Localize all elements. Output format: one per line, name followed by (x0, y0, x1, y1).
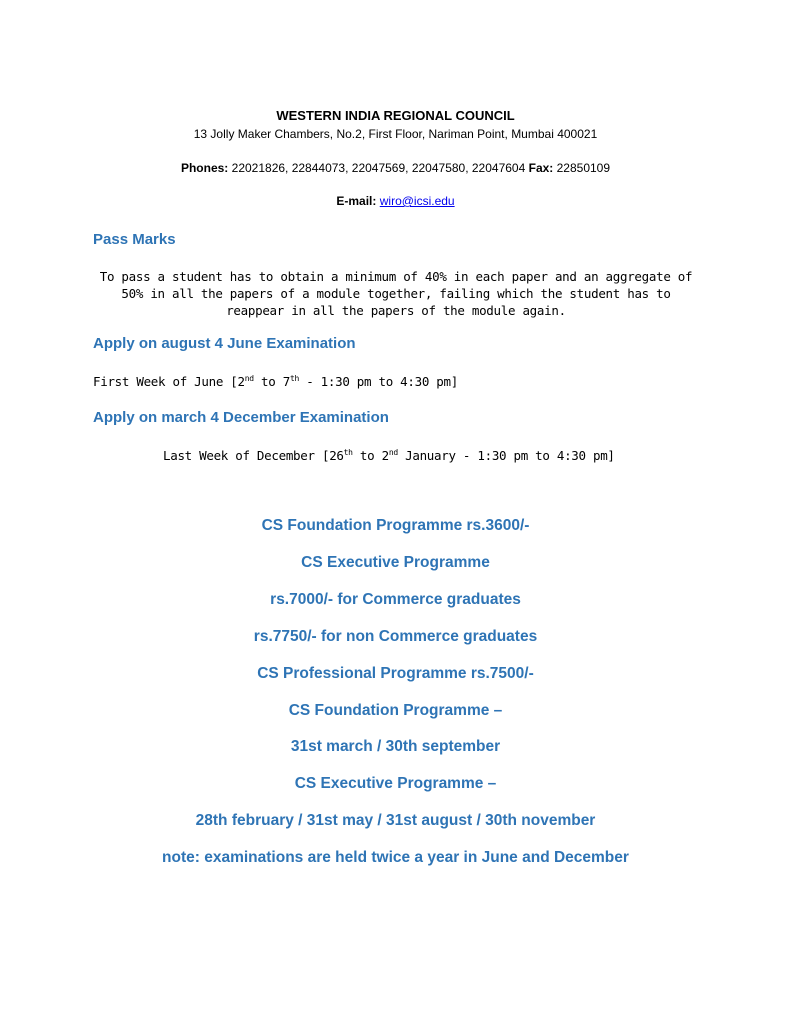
programme-line: CS Foundation Programme – (288, 702, 503, 719)
june-schedule-part: First Week of June [2 (93, 374, 245, 389)
programme-line: CS Professional Programme rs.7500/- (257, 665, 534, 682)
programme-line: CS Executive Programme – (294, 775, 497, 792)
fax-value: 22850109 (553, 161, 611, 175)
programme-line: CS Foundation Programme rs.3600/- (261, 517, 530, 534)
contact-email-line (0, 194, 791, 208)
december-schedule-part: Last Week of December [26 (163, 448, 344, 463)
programme-line: 28th february / 31st may / 31st august / 30th november (195, 812, 596, 829)
council-address: 13 Jolly Maker Chambers, No.2, First Floor, Nariman Point, Mumbai 400021 (193, 127, 598, 141)
june-sup: nd (244, 373, 254, 383)
december-schedule-part: to 2 (352, 448, 389, 463)
exam-note: note: examinations are held twice a year in June and December (162, 849, 629, 866)
june-exam-heading: Apply on august 4 June Examination (93, 335, 356, 352)
december-sup: nd (388, 447, 398, 457)
phones-value: 22021826, 22844073, 22047569, 22047580, 22047604 (228, 161, 529, 175)
phones-label: Phones: (180, 161, 229, 175)
june-exam-schedule (93, 374, 458, 389)
june-schedule-part: to 7 (253, 374, 290, 389)
programme-line: rs.7000/- for Commerce graduates (270, 591, 521, 608)
programme-line: 31st march / 30th september (290, 738, 501, 755)
pass-marks-text: To pass a student has to obtain a minimum of 40% in each paper and an aggregate of 50% in all the papers of a module together, failing which the student has to reappear in all the papers of the module again. (99, 269, 693, 318)
contact-phones-line (0, 161, 791, 175)
email-link[interactable]: wiro@icsi.edu (379, 194, 455, 208)
email-label: E-mail: (336, 194, 377, 208)
council-title: WESTERN INDIA REGIONAL COUNCIL (276, 108, 515, 123)
december-exam-heading: Apply on march 4 December Examination (93, 409, 389, 426)
fax-label: Fax: (528, 161, 554, 175)
pass-marks-heading: Pass Marks (93, 231, 176, 248)
programme-line: CS Executive Programme (301, 554, 490, 571)
programme-line: rs.7750/- for non Commerce graduates (253, 628, 538, 645)
june-sup: th (289, 373, 299, 383)
december-sup: th (343, 447, 353, 457)
december-exam-schedule (163, 448, 615, 463)
december-schedule-part: January - 1:30 pm to 4:30 pm] (397, 448, 615, 463)
june-schedule-part: - 1:30 pm to 4:30 pm] (298, 374, 458, 389)
